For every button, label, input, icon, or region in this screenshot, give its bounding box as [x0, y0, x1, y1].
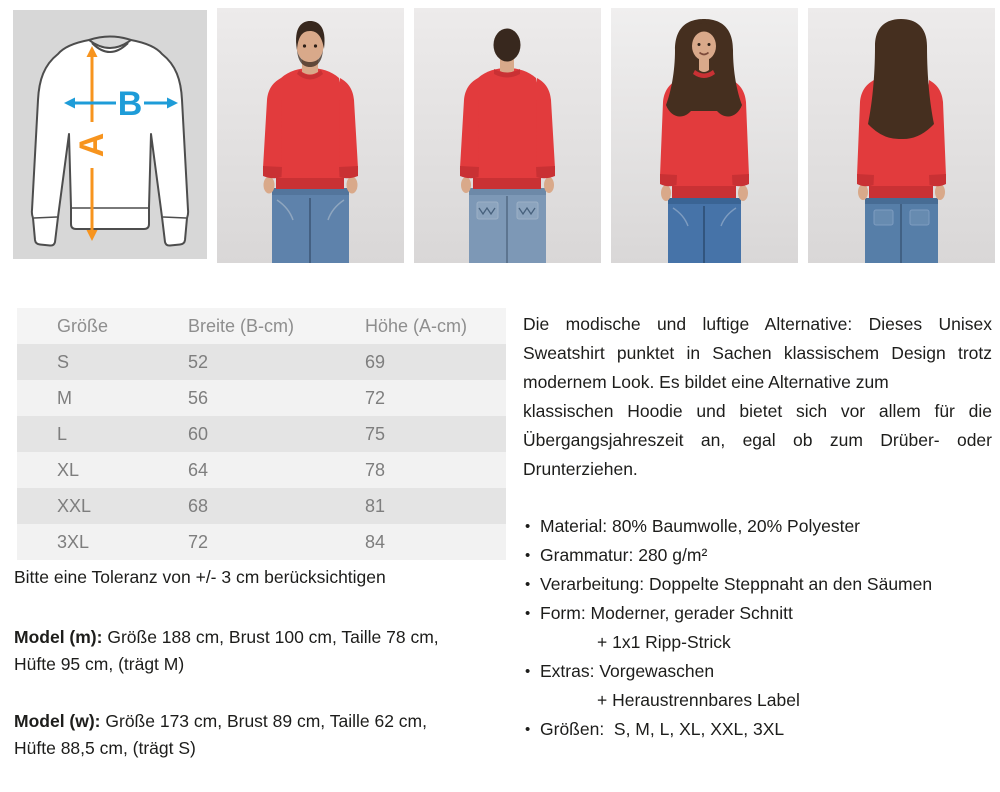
model-m-label: Model (m):: [14, 627, 103, 647]
feature-item: [523, 628, 992, 657]
size-row-3XL: [17, 524, 506, 560]
model-hair-back: [868, 19, 934, 139]
description-line: klassischen Hoodie und bietet sich vor allem für die: [523, 401, 992, 421]
sweatshirt: [460, 68, 555, 193]
product-image-gallery: [13, 8, 995, 263]
size-value: 84: [365, 531, 386, 552]
feature-item: [523, 686, 992, 715]
size-table-body: [17, 344, 506, 560]
photo-female-front[interactable]: [611, 8, 798, 263]
feature-text: Extras: Vorgewaschen: [540, 661, 715, 681]
description-line: Die modische und luftige Alternative: Dieses Unisex: [523, 314, 992, 334]
model-w-label: Model (w):: [14, 711, 101, 731]
size-value: 72: [188, 531, 209, 552]
feature-item: [523, 599, 992, 628]
feature-item: [523, 570, 992, 599]
size-value: 69: [365, 351, 386, 372]
jeans: [469, 188, 546, 263]
sweatshirt: [263, 68, 358, 194]
size-diagram-image[interactable]: [13, 10, 207, 259]
feature-text: + Heraustrennbares Label: [597, 690, 800, 710]
feature-text: Größen: S, M, L, XL, XXL, 3XL: [540, 719, 785, 739]
bullet-icon: •: [525, 663, 531, 680]
feature-item: [523, 715, 992, 744]
size-value: 78: [365, 459, 386, 480]
size-label: M: [57, 387, 72, 408]
label-b: B: [117, 85, 143, 123]
size-column-header: Größe: [57, 315, 109, 336]
size-column-header: Höhe (A-cm): [365, 315, 468, 336]
size-section: [14, 300, 508, 762]
bullet-icon: •: [525, 576, 531, 593]
bullet-icon: •: [525, 721, 531, 738]
description-line: Drunterziehen.: [523, 459, 638, 479]
size-label: S: [57, 351, 70, 372]
size-value: 64: [188, 459, 209, 480]
feature-text: Verarbeitung: Doppelte Steppnaht an den Säumen: [540, 574, 933, 594]
bullet-icon: •: [525, 547, 531, 564]
size-diagram: [13, 10, 207, 259]
female-front-illustration: [611, 8, 798, 263]
model-m-info: [14, 624, 484, 678]
size-value: 68: [188, 495, 209, 516]
male-back-illustration: [414, 8, 601, 263]
model-w-line1: Größe 173 cm, Brust 89 cm, Taille 62 cm,: [100, 711, 427, 731]
size-row-M: [17, 380, 506, 416]
feature-item: [523, 541, 992, 570]
size-value: 72: [365, 387, 386, 408]
size-column-header: Breite (B-cm): [188, 315, 295, 336]
feature-text: Grammatur: 280 g/m²: [540, 545, 708, 565]
model-w-line2: Hüfte 88,5 cm, (trägt S): [14, 738, 196, 758]
jeans: [272, 188, 349, 263]
photo-male-back[interactable]: [414, 8, 601, 263]
size-value: 75: [365, 423, 386, 444]
size-value: 81: [365, 495, 386, 516]
size-table: [17, 308, 506, 560]
label-a: A: [73, 132, 111, 158]
feature-list: [523, 512, 992, 744]
description-line: Übergangsjahreszeit an, egal ob zum Drüber- oder: [523, 430, 992, 450]
bullet-icon: •: [525, 605, 531, 622]
model-w-info: [14, 708, 484, 762]
tolerance-note: Bitte eine Toleranz von +/- 3 cm berücksichtigen: [14, 567, 386, 587]
size-value: 52: [188, 351, 209, 372]
feature-item: [523, 657, 992, 686]
product-description: [523, 310, 992, 484]
feature-text: + 1x1 Ripp-Strick: [597, 632, 731, 652]
model-m-line1: Größe 188 cm, Brust 100 cm, Taille 78 cm,: [102, 627, 439, 647]
female-back-illustration: [808, 8, 995, 263]
size-row-L: [17, 416, 506, 452]
photo-male-front[interactable]: [217, 8, 404, 263]
jeans: [668, 198, 741, 263]
photo-female-back[interactable]: [808, 8, 995, 263]
description-line: modernem Look. Es bildet eine Alternative zum: [523, 372, 889, 392]
jeans: [865, 198, 938, 263]
size-label: XL: [57, 459, 80, 480]
feature-item: [523, 512, 992, 541]
size-row-XXL: [17, 488, 506, 524]
bullet-icon: •: [525, 518, 531, 535]
size-label: XXL: [57, 495, 92, 516]
size-value: 60: [188, 423, 209, 444]
size-table-header: [17, 308, 506, 344]
size-value: 56: [188, 387, 209, 408]
size-row-XL: [17, 452, 506, 488]
size-row-S: [17, 344, 506, 380]
size-label: 3XL: [57, 531, 90, 552]
size-label: L: [57, 423, 68, 444]
feature-text: Form: Moderner, gerader Schnitt: [540, 603, 793, 623]
model-m-line2: Hüfte 95 cm, (trägt M): [14, 654, 185, 674]
male-front-illustration: [217, 8, 404, 263]
description-section: [523, 310, 992, 744]
feature-text: Material: 80% Baumwolle, 20% Polyester: [540, 516, 861, 536]
description-line: Sweatshirt punktet in Sachen klassischem Design trotz: [523, 343, 992, 363]
